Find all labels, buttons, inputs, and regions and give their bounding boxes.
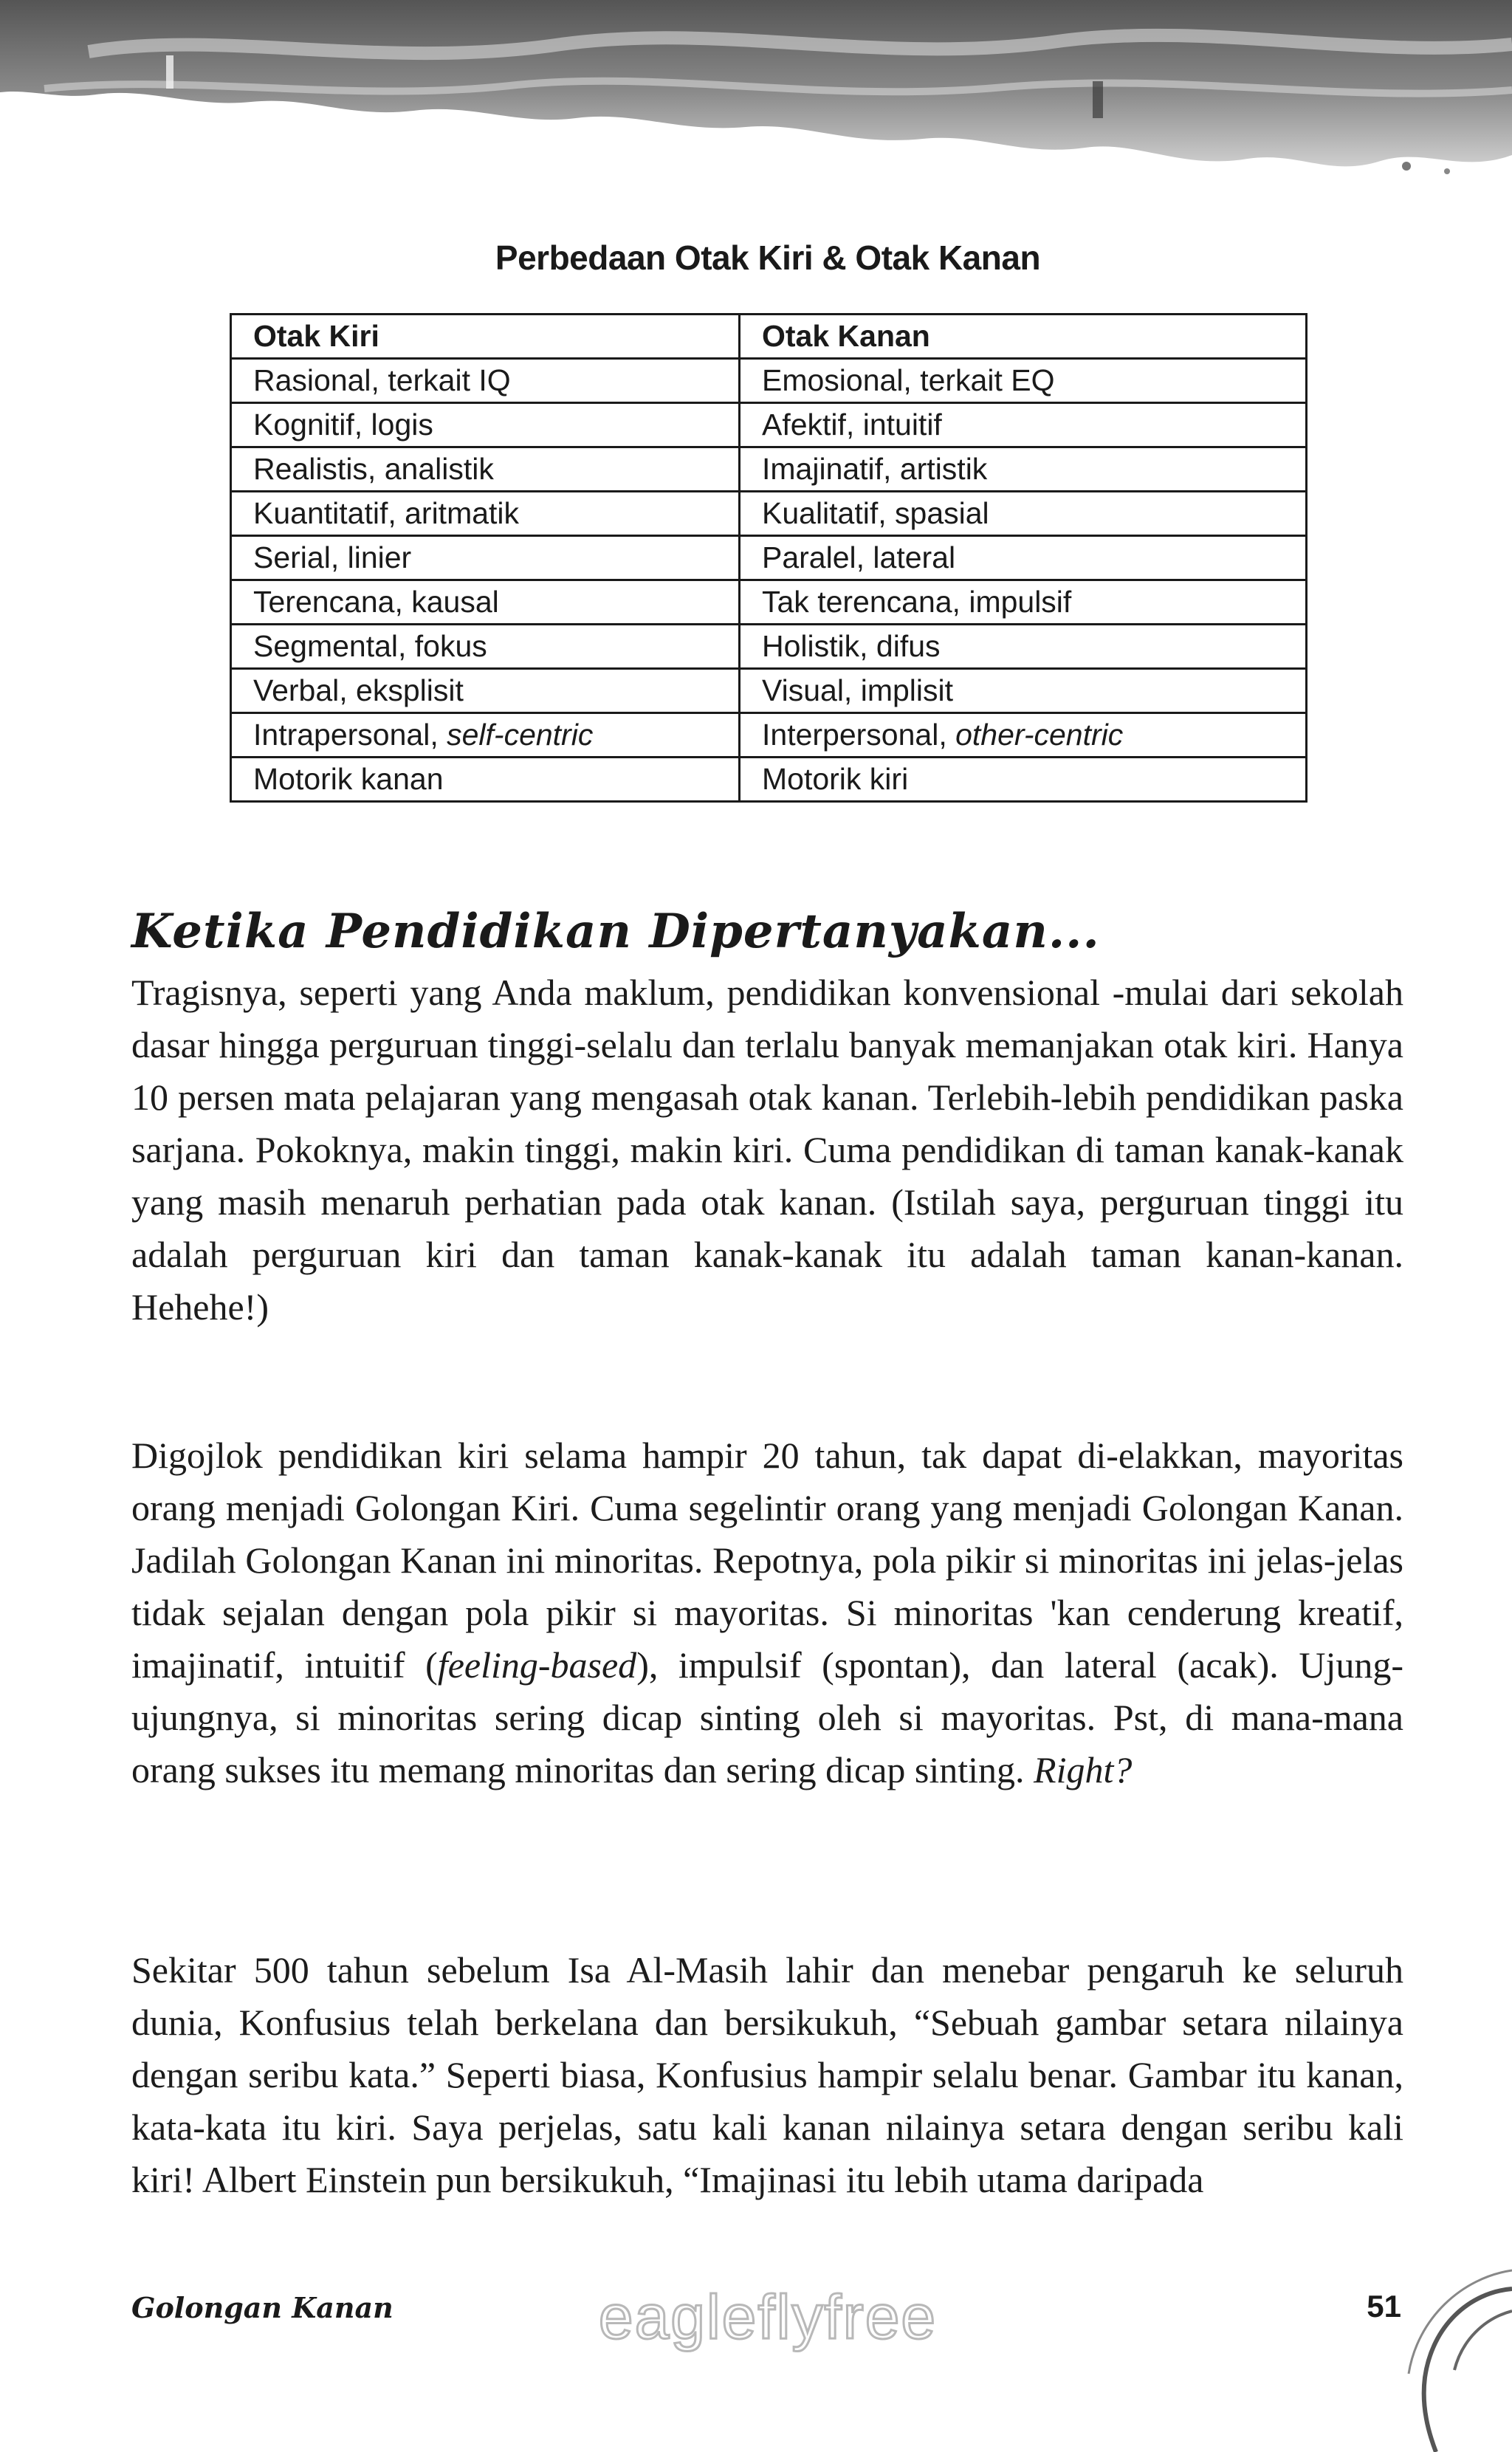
left-cell: Verbal, eksplisit xyxy=(231,669,740,713)
table-row xyxy=(231,403,1307,447)
right-cell: Afektif, intuitif xyxy=(740,403,1307,447)
right-cell xyxy=(740,713,1307,758)
header-left-brain: Otak Kiri xyxy=(231,315,740,359)
watermark: eagleflyfree xyxy=(598,2282,938,2352)
paragraph-2-emphasis-2: Right? xyxy=(1034,1749,1133,1790)
right-cell: Tak terencana, impulsif xyxy=(740,580,1307,625)
left-cell: Segmental, fokus xyxy=(231,625,740,669)
paragraph-2-emphasis-1: feeling-based xyxy=(437,1644,637,1686)
top-brush-banner xyxy=(0,0,1512,192)
left-cell: Serial, linier xyxy=(231,536,740,580)
table-row xyxy=(231,669,1307,713)
comparison-table xyxy=(230,313,1307,803)
table-row xyxy=(231,580,1307,625)
right-cell: Kualitatif, spasial xyxy=(740,492,1307,536)
corner-swoosh-icon xyxy=(1403,2259,1512,2452)
right-cell-emphasis: other-centric xyxy=(955,718,1124,752)
page-number: 51 xyxy=(1367,2289,1401,2324)
right-cell: Paralel, lateral xyxy=(740,536,1307,580)
left-cell-emphasis: self-centric xyxy=(447,718,594,752)
right-cell: Visual, implisit xyxy=(740,669,1307,713)
left-cell: Rasional, terkait IQ xyxy=(231,359,740,403)
right-cell: Holistik, difus xyxy=(740,625,1307,669)
right-cell: Imajinatif, artistik xyxy=(740,447,1307,492)
left-cell: Terencana, kausal xyxy=(231,580,740,625)
table-row xyxy=(231,447,1307,492)
paragraph-1: Tragisnya, seperti yang Anda maklum, pendidikan konvensional -mulai dari sekolah dasar hingga perguruan tinggi-selalu dan terlalu banyak memanjakan otak kiri. Hanya 10 persen mata pelajaran yang mengasah otak kanan. Terlebih-lebih pendidikan paska sarjana. Pokoknya, makin tinggi, makin kiri. Cuma pendidikan di taman kanak-kanak yang masih menaruh perhatian pada otak kanan. (Istilah saya, perguruan tinggi itu adalah perguruan kiri dan taman kanak-kanak itu adalah taman kanan-kanan. Hehehe!) xyxy=(131,972,1403,1328)
table-row xyxy=(231,359,1307,403)
table-row xyxy=(231,713,1307,758)
left-cell: Realistis, analistik xyxy=(231,447,740,492)
left-cell: Kognitif, logis xyxy=(231,403,740,447)
right-cell: Emosional, terkait EQ xyxy=(740,359,1307,403)
left-cell: Motorik kanan xyxy=(231,758,740,802)
section-heading: Ketika Pendidikan Dipertanyakan... xyxy=(131,904,1100,959)
table-header-row xyxy=(231,315,1307,359)
table-row xyxy=(231,758,1307,802)
right-cell-text: Interpersonal, xyxy=(762,718,956,752)
table-row xyxy=(231,625,1307,669)
left-cell: Kuantitatif, aritmatik xyxy=(231,492,740,536)
table-caption: Perbedaan Otak Kiri & Otak Kanan xyxy=(495,238,1041,277)
right-cell: Motorik kiri xyxy=(740,758,1307,802)
paragraph-2 xyxy=(131,1429,1403,1796)
footer-book-title: Golongan Kanan xyxy=(131,2291,394,2324)
paragraph-2-text-a: Digojlok pendidikan kiri selama hampir 20 tahun, tak dapat di-elakkan, mayoritas orang menjadi Golongan Kiri. Cuma segelintir orang yang menjadi Golongan Kanan. Jadilah Golongan Kanan ini minoritas. Repotnya, pola pikir si minoritas ini jelas-jelas tidak sejalan dengan pola pikir si mayoritas. Si minoritas 'kan cenderung kreatif, imajinatif, intuitif ( xyxy=(131,1435,1403,1686)
paragraph-3: Sekitar 500 tahun sebelum Isa Al-Masih lahir dan menebar pengaruh ke seluruh dunia, Konfusius telah berkelana dan bersikukuh, “Sebuah gambar setara nilainya dengan seribu kata.” Seperti biasa, Konfusius hampir selalu benar. Gambar itu kanan, kata-kata itu kiri. Saya perjelas, satu kali kanan nilainya setara dengan seribu kali kiri! Albert Einstein pun bersikukuh, “Imajinasi itu lebih utama daripada xyxy=(131,1949,1403,2200)
paragraph-2-text-b: ), impulsif (spontan), dan lateral (acak). Ujung-ujungnya, si minoritas sering dicap sinting oleh si mayoritas. Pst, di mana-mana orang sukses itu memang minoritas dan sering dicap sinting. xyxy=(131,1644,1403,1790)
left-cell-text: Intrapersonal, xyxy=(253,718,447,752)
table-row xyxy=(231,536,1307,580)
left-cell xyxy=(231,713,740,758)
header-right-brain: Otak Kanan xyxy=(740,315,1307,359)
table-row xyxy=(231,492,1307,536)
